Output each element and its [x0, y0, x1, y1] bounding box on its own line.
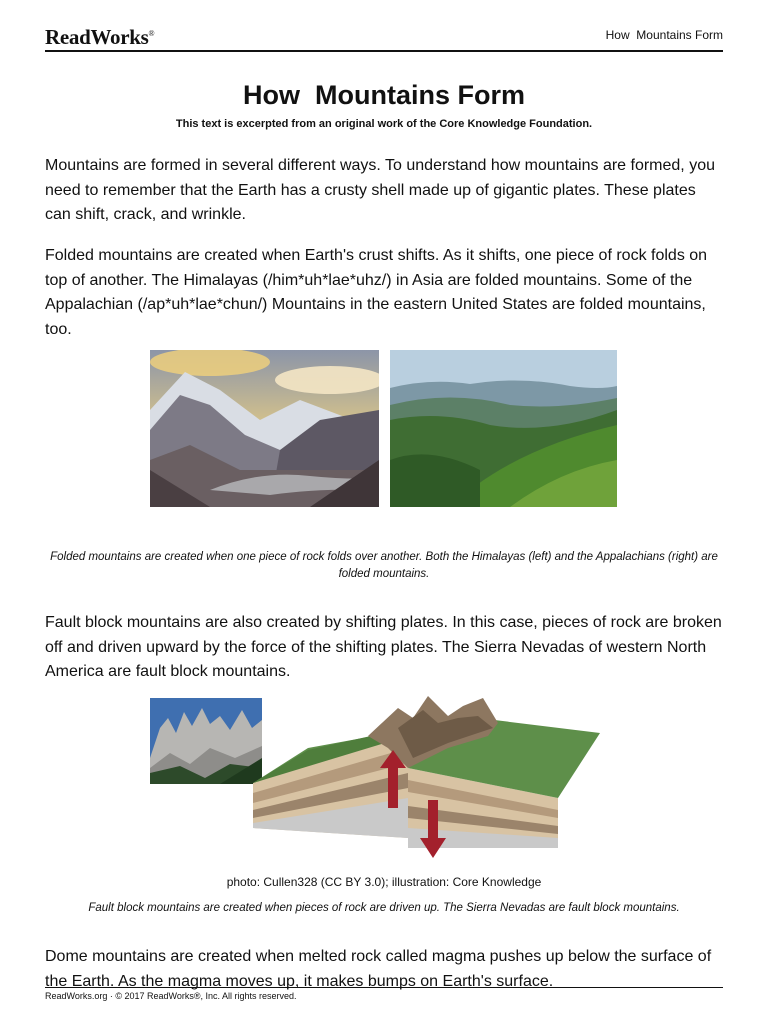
header-document-title: How Mountains Form: [605, 28, 723, 42]
footer-copyright: ReadWorks.org · © 2017 ReadWorks®, Inc. All rights reserved.: [45, 991, 297, 1001]
image-credit: photo: Cullen328 (CC BY 3.0); illustration: Core Knowledge: [226, 875, 542, 889]
appalachians-photo: [390, 350, 617, 507]
readworks-logo: ReadWorks®: [45, 25, 155, 49]
paragraph-intro: Mountains are formed in several different ways. To understand how mountains are formed, you need to remember that the Earth has a crusty shell made up of gigantic plates. These plates can shift, crack, and wrinkle.: [45, 157, 715, 223]
paragraph-folded-mountains: Folded mountains are created when Earth's crust shifts. As it shifts, one piece of rock folds on top of another. The Himalayas (/him*uh*lae*uhz/) in Asia are folded mountains. Some of the Appalachian (/ap*uh*lae*chun/) Mountains in the eastern United States are folded mountains, too.: [45, 247, 708, 338]
himalayas-photo: [150, 350, 379, 507]
paragraph-fault-block-mountains: Fault block mountains are also created by shifting plates. In this case, pieces of rock are broken off and driven upward by the force of the shifting plates. The Sierra Nevadas of western North America are fault block mountains.: [45, 614, 722, 680]
caption-folded-mountains: Folded mountains are created when one piece of rock folds over another. Both the Himalayas (left) and the Appalachians (right) are folded mountains.: [50, 551, 718, 580]
fault-block-diagram: [248, 688, 600, 864]
article-title: How Mountains Form: [243, 80, 525, 110]
page-header: [45, 22, 723, 52]
sierra-nevada-photo: [150, 698, 262, 784]
footer-divider: [45, 987, 723, 988]
article-subtitle: This text is excerpted from an original work of the Core Knowledge Foundation.: [175, 118, 593, 130]
paragraph-dome-mountains: Dome mountains are created when melted rock called magma pushes up below the surface of the Earth. As the magma moves up, it makes bumps on Earth's surface.: [45, 948, 712, 990]
caption-fault-block-mountains: Fault block mountains are created when pieces of rock are driven up. The Sierra Nevadas are fault block mountains.: [88, 902, 680, 914]
